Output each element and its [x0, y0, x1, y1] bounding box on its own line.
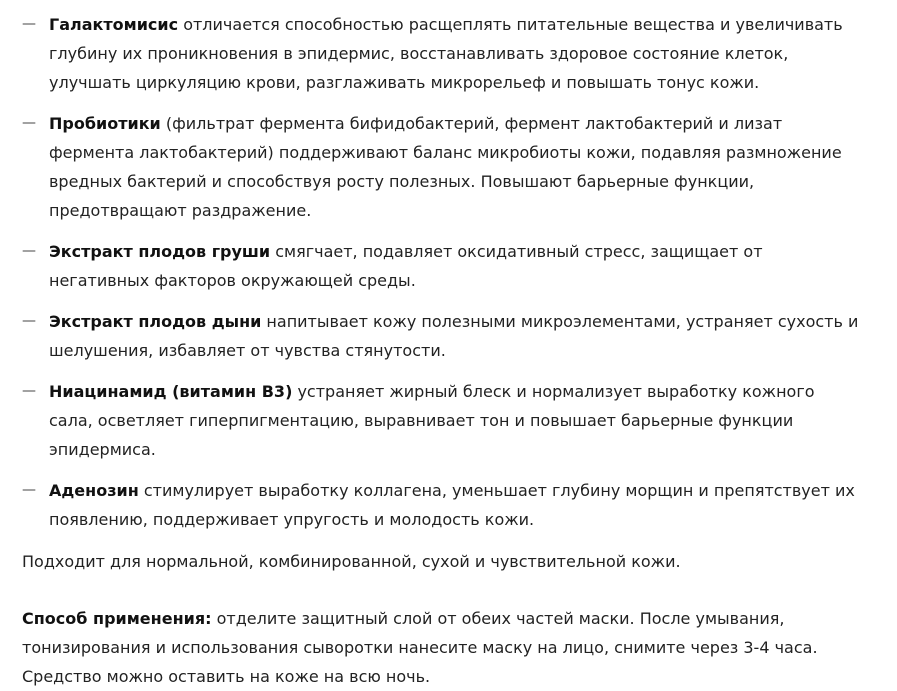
list-dash-marker: —: [22, 313, 36, 329]
list-dash-marker: —: [22, 383, 36, 399]
ingredient-term: Пробиотики: [49, 114, 161, 133]
ingredient-item-adenosine: [22, 476, 862, 534]
ingredient-item-probiotics: [22, 109, 862, 225]
list-dash-marker: —: [22, 16, 36, 32]
list-dash-marker: —: [22, 243, 36, 259]
ingredient-text: [49, 10, 862, 97]
ingredient-term: Галактомисис: [49, 15, 179, 34]
ingredient-term: Ниацинамид (витамин B3): [49, 382, 293, 401]
ingredient-text: [49, 307, 862, 365]
usage-instructions: [22, 604, 862, 691]
ingredient-text: [49, 109, 862, 225]
ingredient-item-pear-extract: [22, 237, 862, 295]
ingredient-item-galactomyces: [22, 10, 862, 97]
ingredient-description: смягчает, подавляет оксидативный стресс, защищает от негативных факторов окружающей среды.: [49, 242, 763, 290]
skin-type-note: Подходит для нормальной, комбинированной, сухой и чувствительной кожи.: [22, 552, 681, 571]
ingredient-description: отличается способностью расщеплять питательные вещества и увеличивать глубину их проникновения в эпидермис, восстанавливать здоровое состояние клеток, улучшать циркуляцию крови, разглаживать микрорельеф и повышать тонус кожи.: [49, 15, 843, 92]
ingredient-text: [49, 237, 862, 295]
ingredient-description: напитывает кожу полезными микроэлементами, устраняет сухость и шелушения, избавляет от чувства стянутости.: [49, 312, 859, 360]
ingredient-item-niacinamide: [22, 377, 862, 464]
ingredient-description: (фильтрат фермента бифидобактерий, фермент лактобактерий и лизат фермента лактобактерий) поддерживают баланс микробиоты кожи, подавляя размножение вредных бактерий и способствуя росту полезных. Повышают барьерные функции, предотвращают раздражение.: [49, 114, 842, 220]
ingredient-description: устраняет жирный блеск и нормализует выработку кожного сала, осветляет гиперпигментацию, выравнивает тон и повышает барьерные функции эпидермиса.: [49, 382, 815, 459]
usage-label: Способ применения:: [22, 609, 212, 628]
ingredient-term: Экстракт плодов дыни: [49, 312, 262, 331]
ingredient-description: стимулирует выработку коллагена, уменьшает глубину морщин и препятствует их появлению, поддерживает упругость и молодость кожи.: [49, 481, 855, 529]
ingredient-term: Экстракт плодов груши: [49, 242, 271, 261]
ingredient-term: Аденозин: [49, 481, 139, 500]
usage-text: отделите защитный слой от обеих частей маски. После умывания, тонизирования и использования сыворотки нанесите маску на лицо, снимите через 3-4 часа. Средство можно оставить на коже на всю ночь.: [22, 609, 818, 686]
list-dash-marker: —: [22, 115, 36, 131]
ingredient-text: [49, 377, 862, 464]
ingredient-text: [49, 476, 862, 534]
list-dash-marker: —: [22, 482, 36, 498]
ingredient-item-melon-extract: [22, 307, 862, 365]
